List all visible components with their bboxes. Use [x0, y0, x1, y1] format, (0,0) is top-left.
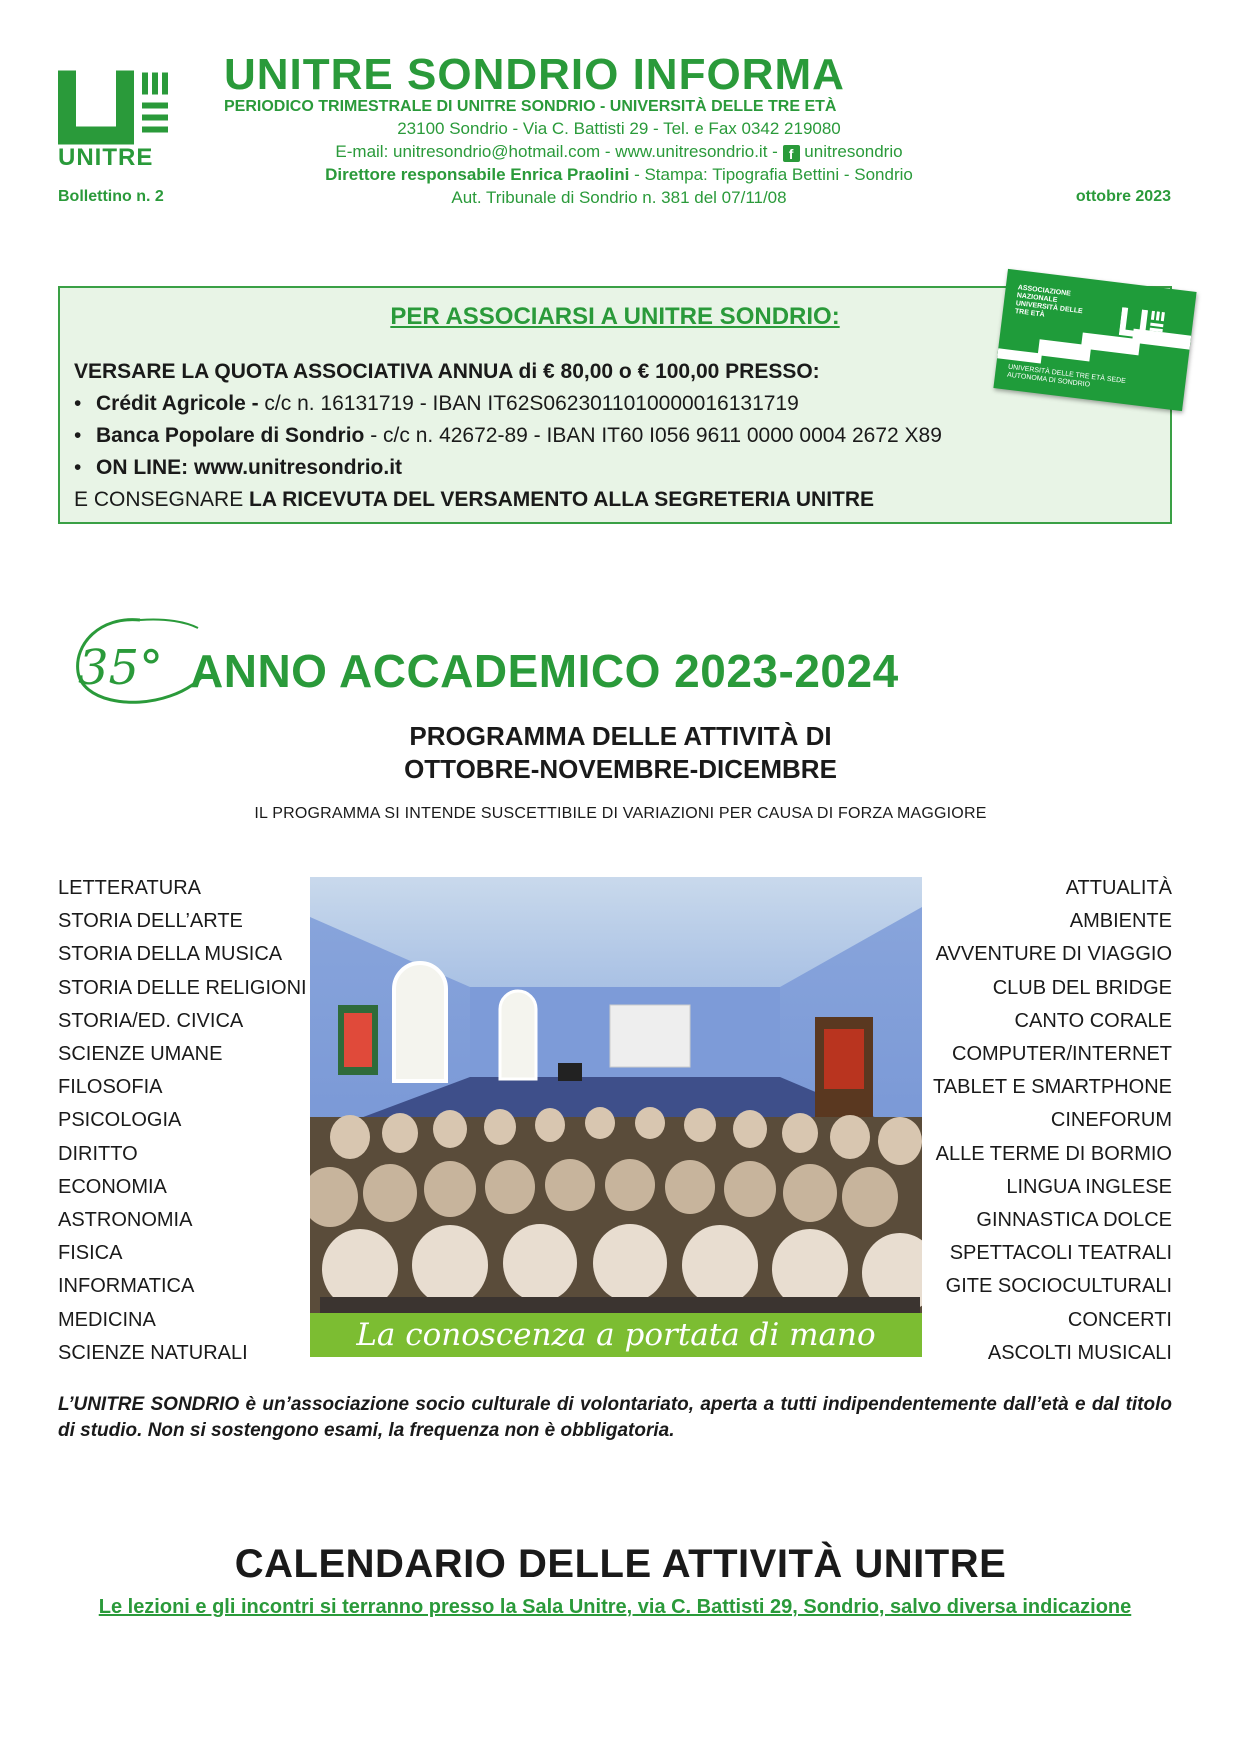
program-title	[0, 720, 1241, 786]
bank2-name: Banca Popolare di Sondrio	[96, 424, 365, 447]
subject-item: ATTUALITÀ	[1065, 877, 1172, 899]
subject-item: DIRITTO	[58, 1142, 138, 1165]
program-line-2: OTTOBRE-NOVEMBRE-DICEMBRE	[404, 754, 837, 784]
bullet-icon: •	[74, 392, 82, 415]
subject-item: FISICA	[58, 1242, 123, 1265]
footer-prefix: E CONSEGNARE	[74, 488, 250, 511]
association-description: L’UNITRE SONDRIO è un’associazione socio culturale di volontariato, aperta a tutti indipendentemente dall’età e dal titolo di studio. Non si sostengono esami, la frequenza non è obbligatoria.	[58, 1394, 1172, 1441]
subject-item: STORIA/ED. CIVICA	[58, 1009, 244, 1032]
bullet-icon: •	[74, 424, 82, 447]
director-label: Direttore responsabile Enrica Praolini	[325, 165, 630, 184]
subject-item: SCIENZE NATURALI	[58, 1341, 248, 1364]
bullet-icon: •	[74, 456, 82, 479]
subject-item: FILOSOFIA	[58, 1076, 163, 1099]
subject-item: ASCOLTI MUSICALI	[987, 1341, 1172, 1364]
subject-item: ALLE TERME DI BORMIO	[935, 1142, 1172, 1165]
subject-item: TABLET E SMARTPHONE	[933, 1076, 1172, 1099]
bank2-details: - c/c n. 42672-89 - IBAN IT60 I056 9611 0000 0004 2672 X89	[364, 424, 942, 447]
card-top-text: ASSOCIAZIONE NAZIONALE UNIVERSITÀ DELLE TRE ETÀ	[1014, 284, 1084, 319]
calendar-note: Le lezioni e gli incontri si terranno presso la Sala Unitre, via C. Battisti 29, Sondrio, salvo diversa indicazione	[98, 1596, 1132, 1618]
edition-number: 35°	[78, 640, 164, 696]
facebook-handle: unitresondrio	[804, 142, 903, 161]
subject-item: GITE SOCIOCULTURALI	[945, 1275, 1172, 1298]
bulletin-number: Bollettino n. 2	[58, 188, 164, 205]
motto-text: La conoscenza a portata di mano	[356, 1317, 876, 1353]
subject-item: LINGUA INGLESE	[1006, 1175, 1172, 1198]
subject-item: STORIA DELLA MUSICA	[58, 943, 283, 966]
membership-card	[993, 269, 1196, 411]
subject-item: AMBIENTE	[1069, 910, 1172, 933]
bank1-details: c/c n. 16131719 - IBAN IT62S0623011010000016131719	[258, 392, 799, 415]
lecture-hall-photo	[310, 877, 922, 1357]
subject-item: SCIENZE UMANE	[58, 1043, 223, 1066]
membership-intro: VERSARE LA QUOTA ASSOCIATIVA ANNUA di € 80,00 o € 100,00 PRESSO:	[74, 360, 820, 383]
calendar-title: CALENDARIO DELLE ATTIVITÀ UNITRE	[234, 1542, 1007, 1586]
masthead-title: UNITRE SONDRIO INFORMA	[224, 50, 845, 99]
masthead-director	[224, 165, 1014, 185]
membership-title: PER ASSOCIARSI A UNITRE SONDRIO:	[390, 303, 840, 330]
subject-item: STORIA DELLE RELIGIONI	[58, 976, 307, 999]
masthead-authorization: Aut. Tribunale di Sondrio n. 381 del 07/11/08	[451, 188, 787, 207]
card-bottom-text: UNIVERSITÀ DELLE TRE ETÀ SEDE AUTONOMA DI SONDRIO	[1006, 363, 1127, 389]
masthead-subtitle: PERIODICO TRIMESTRALE DI UNITRE SONDRIO - UNIVERSITÀ DELLE TRE ETÀ	[224, 98, 837, 115]
subject-item: AVVENTURE DI VIAGGIO	[935, 943, 1172, 966]
footer-bold: LA RICEVUTA DEL VERSAMENTO ALLA SEGRETERIA UNITRE	[249, 488, 875, 511]
subject-item: GINNASTICA DOLCE	[976, 1209, 1172, 1232]
subject-item: CLUB DEL BRIDGE	[992, 976, 1172, 999]
subject-item: STORIA DELL’ARTE	[58, 910, 243, 933]
logo-text: UNITRE	[58, 144, 154, 171]
masthead-address: 23100 Sondrio - Via C. Battisti 29 - Tel. e Fax 0342 219080	[397, 119, 841, 138]
motto-banner	[310, 1313, 922, 1357]
masthead-contacts	[224, 142, 1014, 162]
subjects-right-list	[933, 872, 1172, 1370]
online-link[interactable]: ON LINE: www.unitresondrio.it	[96, 456, 403, 479]
subject-item: CANTO CORALE	[1014, 1009, 1172, 1032]
subject-item: CONCERTI	[1067, 1308, 1172, 1331]
membership-body	[74, 356, 942, 516]
subject-item: ECONOMIA	[58, 1175, 167, 1198]
subject-item: ASTRONOMIA	[58, 1209, 193, 1232]
program-line-1: PROGRAMMA DELLE ATTIVITÀ DI	[409, 721, 832, 751]
subject-item: CINEFORUM	[1050, 1109, 1172, 1132]
contacts-text: E-mail: unitresondrio@hotmail.com - www.unitresondrio.it -	[335, 142, 778, 161]
lecture-hall-image	[310, 877, 922, 1317]
printing-text: - Stampa: Tipografia Bettini - Sondrio	[629, 165, 913, 184]
bank1-name: Crédit Agricole -	[96, 392, 259, 415]
bulletin-date: ottobre 2023	[1075, 188, 1171, 205]
subject-item: COMPUTER/INTERNET	[952, 1043, 1172, 1066]
subject-item: SPETTACOLI TEATRALI	[949, 1242, 1172, 1265]
subject-item: MEDICINA	[58, 1308, 156, 1331]
subject-item: INFORMATICA	[58, 1275, 195, 1298]
subjects-left-list	[58, 872, 307, 1370]
subject-item: PSICOLOGIA	[58, 1109, 182, 1132]
program-note: IL PROGRAMMA SI INTENDE SUSCETTIBILE DI VARIAZIONI PER CAUSA DI FORZA MAGGIORE	[254, 805, 987, 822]
facebook-icon: f	[783, 145, 800, 162]
academic-year-title: ANNO ACCADEMICO 2023-2024	[190, 645, 899, 697]
subject-item: LETTERATURA	[58, 877, 201, 899]
